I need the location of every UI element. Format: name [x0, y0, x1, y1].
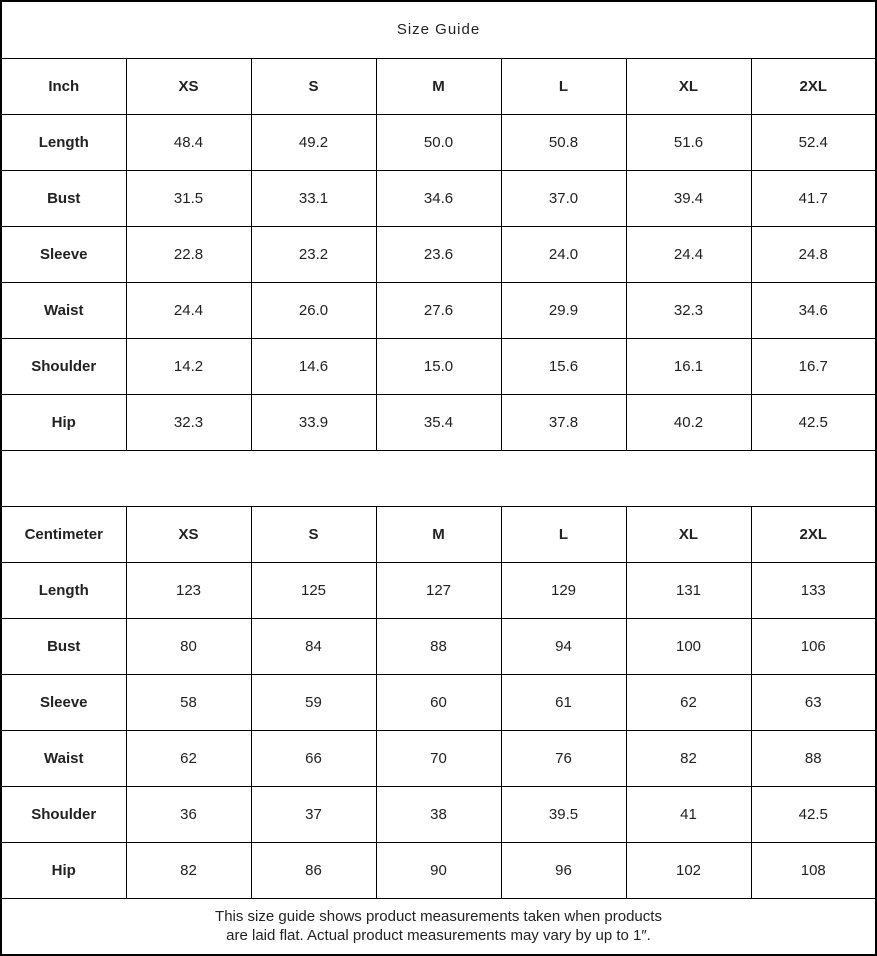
size-column-header-l: L	[501, 506, 626, 562]
measurement-value: 82	[126, 842, 251, 898]
measurement-value: 14.6	[251, 338, 376, 394]
measurement-value: 90	[376, 842, 501, 898]
cm-header-row	[1, 506, 876, 562]
measurement-value: 70	[376, 730, 501, 786]
measurement-value: 102	[626, 842, 751, 898]
note-line-2: are laid flat. Actual product measurements may vary by up to 1″.	[226, 927, 651, 945]
measurement-row-label: Waist	[1, 730, 126, 786]
measurement-value: 86	[251, 842, 376, 898]
measurement-value: 123	[126, 562, 251, 618]
measurement-value: 94	[501, 618, 626, 674]
measurement-value: 33.1	[251, 170, 376, 226]
measurement-value: 16.1	[626, 338, 751, 394]
size-column-header-2xl: 2XL	[751, 58, 876, 114]
table-row	[1, 282, 876, 338]
measurement-value: 63	[751, 674, 876, 730]
table-row	[1, 786, 876, 842]
measurement-value: 50.8	[501, 114, 626, 170]
measurement-value: 96	[501, 842, 626, 898]
inch-unit-header: Inch	[1, 58, 126, 114]
size-column-header-xl: XL	[626, 58, 751, 114]
measurement-value: 88	[376, 618, 501, 674]
measurement-value: 32.3	[626, 282, 751, 338]
measurement-value: 37.8	[501, 394, 626, 450]
measurement-value: 40.2	[626, 394, 751, 450]
table-spacer-row	[1, 450, 876, 506]
measurement-row-label: Waist	[1, 282, 126, 338]
measurement-value: 52.4	[751, 114, 876, 170]
measurement-value: 108	[751, 842, 876, 898]
size-column-header-s: S	[251, 506, 376, 562]
measurement-value: 41	[626, 786, 751, 842]
measurement-value: 37.0	[501, 170, 626, 226]
measurement-value: 125	[251, 562, 376, 618]
measurement-value: 34.6	[376, 170, 501, 226]
table-row	[1, 674, 876, 730]
measurement-value: 35.4	[376, 394, 501, 450]
measurement-value: 88	[751, 730, 876, 786]
table-row	[1, 114, 876, 170]
measurement-value: 76	[501, 730, 626, 786]
measurement-value: 50.0	[376, 114, 501, 170]
measurement-value: 23.6	[376, 226, 501, 282]
measurement-value: 131	[626, 562, 751, 618]
measurement-value: 26.0	[251, 282, 376, 338]
measurement-value: 62	[626, 674, 751, 730]
measurement-value: 59	[251, 674, 376, 730]
measurement-value: 49.2	[251, 114, 376, 170]
table-row	[1, 618, 876, 674]
measurement-value: 129	[501, 562, 626, 618]
table-row	[1, 562, 876, 618]
measurement-value: 60	[376, 674, 501, 730]
measurement-value: 14.2	[126, 338, 251, 394]
measurement-row-label: Sleeve	[1, 226, 126, 282]
size-column-header-s: S	[251, 58, 376, 114]
measurement-value: 51.6	[626, 114, 751, 170]
inch-header-row	[1, 58, 876, 114]
table-row	[1, 730, 876, 786]
size-column-header-m: M	[376, 58, 501, 114]
measurement-row-label: Length	[1, 562, 126, 618]
size-column-header-m: M	[376, 506, 501, 562]
measurement-value: 32.3	[126, 394, 251, 450]
measurement-value: 24.8	[751, 226, 876, 282]
measurement-value: 15.0	[376, 338, 501, 394]
measurement-row-label: Bust	[1, 170, 126, 226]
measurement-value: 62	[126, 730, 251, 786]
measurement-value: 106	[751, 618, 876, 674]
measurement-value: 133	[751, 562, 876, 618]
measurement-value: 38	[376, 786, 501, 842]
measurement-row-label: Hip	[1, 842, 126, 898]
measurement-value: 39.4	[626, 170, 751, 226]
measurement-value: 39.5	[501, 786, 626, 842]
size-column-header-2xl: 2XL	[751, 506, 876, 562]
measurement-value: 82	[626, 730, 751, 786]
cm-unit-header: Centimeter	[1, 506, 126, 562]
measurement-row-label: Shoulder	[1, 786, 126, 842]
measurement-value: 27.6	[376, 282, 501, 338]
note-line-1: This size guide shows product measurements taken when products	[215, 908, 662, 926]
table-row	[1, 842, 876, 898]
measurement-value: 24.0	[501, 226, 626, 282]
table-spacer	[1, 450, 876, 506]
measurement-value: 66	[251, 730, 376, 786]
size-column-header-l: L	[501, 58, 626, 114]
table-row	[1, 394, 876, 450]
measurement-value: 24.4	[126, 282, 251, 338]
measurement-value: 42.5	[751, 786, 876, 842]
measurement-row-label: Shoulder	[1, 338, 126, 394]
measurement-row-label: Sleeve	[1, 674, 126, 730]
title-row	[1, 1, 876, 58]
measurement-value: 80	[126, 618, 251, 674]
measurement-value: 48.4	[126, 114, 251, 170]
measurement-value: 58	[126, 674, 251, 730]
size-column-header-xl: XL	[626, 506, 751, 562]
measurement-value: 31.5	[126, 170, 251, 226]
measurement-value: 127	[376, 562, 501, 618]
measurement-value: 23.2	[251, 226, 376, 282]
size-column-header-xs: XS	[126, 58, 251, 114]
measurement-value: 16.7	[751, 338, 876, 394]
measurement-row-label: Bust	[1, 618, 126, 674]
table-row	[1, 226, 876, 282]
size-guide-note	[1, 898, 876, 955]
measurement-value: 22.8	[126, 226, 251, 282]
measurement-row-label: Hip	[1, 394, 126, 450]
measurement-value: 29.9	[501, 282, 626, 338]
footer-row	[1, 898, 876, 955]
table-row	[1, 338, 876, 394]
size-column-header-xs: XS	[126, 506, 251, 562]
measurement-value: 33.9	[251, 394, 376, 450]
measurement-value: 84	[251, 618, 376, 674]
measurement-row-label: Length	[1, 114, 126, 170]
measurement-value: 36	[126, 786, 251, 842]
measurement-value: 37	[251, 786, 376, 842]
measurement-value: 34.6	[751, 282, 876, 338]
measurement-value: 41.7	[751, 170, 876, 226]
size-guide-title: Size Guide	[1, 1, 876, 58]
measurement-value: 42.5	[751, 394, 876, 450]
measurement-value: 15.6	[501, 338, 626, 394]
measurement-value: 61	[501, 674, 626, 730]
table-row	[1, 170, 876, 226]
measurement-value: 24.4	[626, 226, 751, 282]
measurement-value: 100	[626, 618, 751, 674]
